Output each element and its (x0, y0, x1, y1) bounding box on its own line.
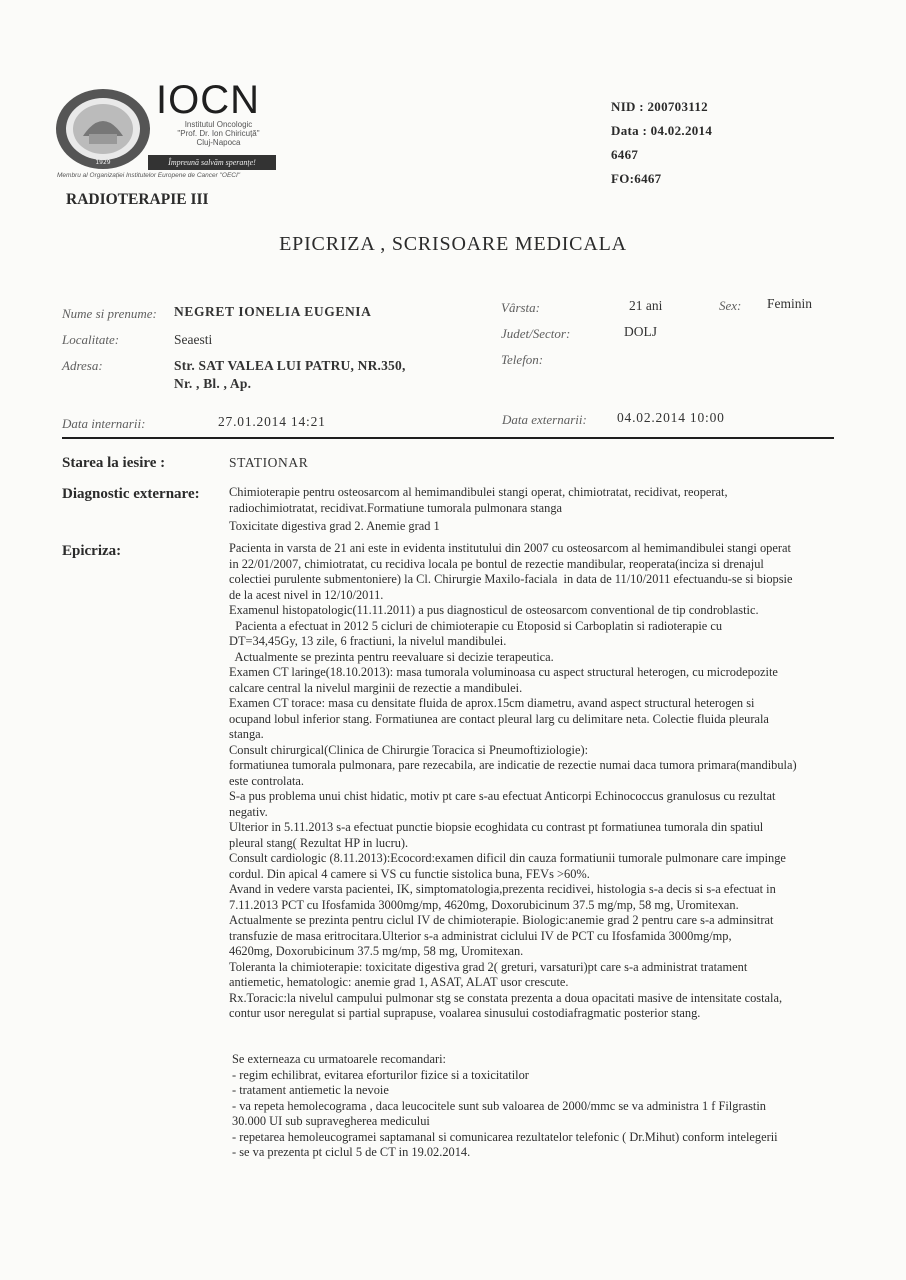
epicrisis-line: DT=34,45Gy, 13 zile, 6 fractiuni, la nivelul mandibulei. (229, 634, 507, 648)
epicrisis-line: Pacienta a efectuat in 2012 5 cicluri de chimioterapie cu Etoposid si Carboplatin si radioterapie cu (229, 618, 723, 633)
epicrisis-line: Ulterior in 5.11.2013 s-a efectuat punctie biopsie ecoghidata cu contrast pt formatiunea tumorala din spatiul (229, 820, 764, 834)
epicrisis-line: Actualmente se prezinta pentru reevaluare si decizie terapeutica. (229, 649, 554, 664)
diagnosis-line: Chimioterapie pentru osteosarcom al hemimandibulei stangi operat, chimiotratat, recidivat, reoperat, (229, 485, 728, 499)
epicrisis-line: Pacienta in varsta de 21 ani este in evidenta institutului din 2007 cu osteosarcom al hemimandibulei stangi operat (229, 541, 791, 555)
recommendations-intro: Se externeaza cu urmatoarele recomandari: (232, 1052, 446, 1066)
diagnosis-text (229, 485, 845, 535)
epicrisis-line: Avand in vedere varsta pacientei, IK, simptomatologia,prezenta recidivei, histologia s-a decis si s-a efectuat in (229, 882, 776, 896)
epicrisis-line: 4620mg, Doxorubicinum 37.5 mg/mp, 58 mg, Uromitexan. (229, 944, 524, 958)
epicrisis-line: cordul. Din apical 4 camere si VS cu functie sistolica buna, FEVs >60%. (229, 866, 590, 881)
epicrisis-line: 7.11.2013 PCT cu Ifosfamida 3000mg/mp, 4620mg, Doxorubicinum 37.5 mg/mp, 58 mg, Uromitexan. (229, 897, 739, 912)
institute-seal-logo (53, 86, 153, 172)
recommendation-item: - regim echilibrat, evitarea eforturilor fizice si a toxicitatilor (232, 1067, 529, 1082)
epicrisis-line: S-a pus problema unui chist hidatic, motiv pt care s-au efectuat Anticorpi Echinococcus granulosus cu rezultat (229, 789, 776, 803)
department: RADIOTERAPIE III (66, 191, 209, 208)
logo-line-3: Cluj-Napoca (196, 138, 241, 147)
epicrisis-label: Epicriza: (62, 543, 122, 559)
discharge-state-value: STATIONAR (229, 455, 309, 470)
epicrisis-line: Consult chirurgical(Clinica de Chirurgie Toracica si Pneumoftiziologie): (229, 742, 589, 757)
admission-label: Data internarii: (62, 416, 146, 431)
county-label: Judet/Sector: (501, 326, 571, 341)
recommendation-item: - va repeta hemolecograma , daca leucocitele sunt sub valoarea de 2000/mmc se va administra 1 f Filgrastin (232, 1098, 766, 1113)
discharge-label: Data externarii: (502, 412, 587, 427)
recommendations (232, 1052, 842, 1161)
recommendation-item: 30.000 UI sub supravegherea medicului (232, 1114, 430, 1128)
diagnosis-line: radiochimiotratat, recidivat.Formatiune tumorala pulmonara stanga (229, 500, 563, 515)
epicrisis-line: Examenul histopatologic(11.11.2011) a pus diagnosticul de osteosarcom conventional de tip condroblastic. (229, 603, 759, 617)
diagnosis-line: Toxicitate digestiva grad 2. Anemie grad 1 (229, 519, 440, 533)
patient-county: DOLJ (624, 324, 657, 339)
logo-line-2: "Prof. Dr. Ion Chiricuță" (177, 129, 260, 138)
epicrisis-line: colectiei purulente submentoniere) la Cl. Chirurgie Maxilo-faciala in data de 11/10/2011 efectuandu-se si biopsie (229, 572, 793, 586)
epicrisis-line: Rx.Toracic:la nivelul campului pulmonar stg se constata prezenta a doua opacitati masive de intensitate costala, (229, 990, 783, 1005)
epicrisis-line: in 22/01/2007, chimiotratat, cu recidiva locala pe bontul de rezectie mandibular, reoperata(inciza si drenajul (229, 556, 764, 571)
age-label: Vârsta: (501, 300, 540, 315)
diagnosis-label: Diagnostic externare: (62, 486, 200, 502)
epicrisis-line: calcare central la nivelul marginii de rezectie a mandibulei. (229, 680, 523, 695)
epicrisis-line: pleural stang( Rezultat HP in lucru). (229, 835, 409, 850)
document-meta (611, 95, 712, 191)
epicrisis-line: ocupand lobul inferior stang. Formatiunea are contact pleural larg cu delimitare neta. Colectie fluida pleurala (229, 711, 769, 726)
nid: NID : 200703112 (611, 99, 708, 114)
address-label: Adresa: (62, 358, 103, 373)
patient-locality: Seaesti (174, 332, 213, 347)
epicrisis-line: contur usor neregulat si partial suprapuse, voalarea sinusului costodiafragmatic posterior stang. (229, 1006, 701, 1020)
logo-member-note: Membru al Organizației Institutelor Europene de Cancer "OECI" (57, 172, 241, 179)
patient-age: 21 ani (629, 298, 663, 313)
recommendation-item: - se va prezenta pt ciclul 5 de CT in 19.02.2014. (232, 1145, 471, 1159)
epicrisis-line: stanga. (229, 727, 264, 741)
sex-label: Sex: (719, 298, 742, 313)
patient-address-line1: Str. SAT VALEA LUI PATRU, NR.350, (174, 358, 406, 373)
logo-name: IOCN (156, 78, 260, 122)
epicrisis-line: Actualmente se prezinta pentru ciclul IV de chimioterapie. Biologic:anemie grad 2 pentru care s-a adminsitrat (229, 913, 774, 927)
epicrisis-line: negativ. (229, 804, 268, 819)
epicrisis-line: de la acest nivel in 12/10/2011. (229, 587, 384, 602)
epicrisis-line: formatiunea tumorala pulmonara, pare rezecabila, are indicatie de rezectie numai daca tumora primara(mandibula) (229, 758, 797, 772)
institute-logo (156, 80, 281, 147)
divider (62, 437, 834, 439)
document-date: Data : 04.02.2014 (611, 123, 713, 138)
document-number: 6467 (611, 147, 639, 162)
epicrisis-line: transfuzie de masa eritrocitara.Ulterior s-a administrat ciclului IV de PCT cu Ifosfamida 3000mg/mp, (229, 928, 732, 943)
patient-address-line2: Nr. , Bl. , Ap. (174, 376, 252, 391)
admission-date: 27.01.2014 14:21 (218, 414, 326, 429)
document-title: EPICRIZA , SCRISOARE MEDICALA (279, 233, 627, 255)
logo-banner: Împreună salvăm speranțe! (148, 155, 276, 170)
phone-label: Telefon: (501, 352, 544, 367)
epicrisis-line: este controlata. (229, 773, 304, 788)
patient-name: NEGRET IONELIA EUGENIA (174, 304, 372, 319)
epicrisis-line: Toleranta la chimioterapie: toxicitate digestiva grad 2( greturi, varsaturi)pt care s-a administrat tratament (229, 959, 748, 974)
epicrisis-line: antiemetic, hematologic: anemie grad 1, ASAT, ALAT usor crescute. (229, 975, 569, 989)
name-label: Nume si prenume: (62, 306, 157, 321)
logo-line-1: Institutul Oncologic (184, 120, 253, 129)
recommendation-item: - repetarea hemoleucogramei saptamanal si comunicarea rezultatelor telefonic ( Dr.Mihut) conform intelegerii (232, 1129, 778, 1144)
epicrisis-text (229, 541, 845, 1022)
epicrisis-line: Examen CT torace: masa cu densitate fluida de aprox.15cm diametru, avand aspect structural heterogen si (229, 696, 755, 710)
locality-label: Localitate: (62, 332, 120, 347)
discharge-date: 04.02.2014 10:00 (617, 410, 725, 425)
epicrisis-line: Consult cardiologic (8.11.2013):Ecocord:examen dificil din cauza formatiunii tumorale pulmonare care impinge (229, 851, 786, 865)
fo-number: FO:6467 (611, 171, 662, 186)
recommendation-item: - tratament antiemetic la nevoie (232, 1083, 389, 1097)
discharge-state-label: Starea la iesire : (62, 455, 166, 471)
seal-year: 1929 (95, 159, 111, 166)
patient-sex: Feminin (767, 296, 813, 311)
epicrisis-line: Examen CT laringe(18.10.2013): masa tumorala voluminoasa cu aspect structural heterogen, cu microdepozite (229, 665, 778, 679)
